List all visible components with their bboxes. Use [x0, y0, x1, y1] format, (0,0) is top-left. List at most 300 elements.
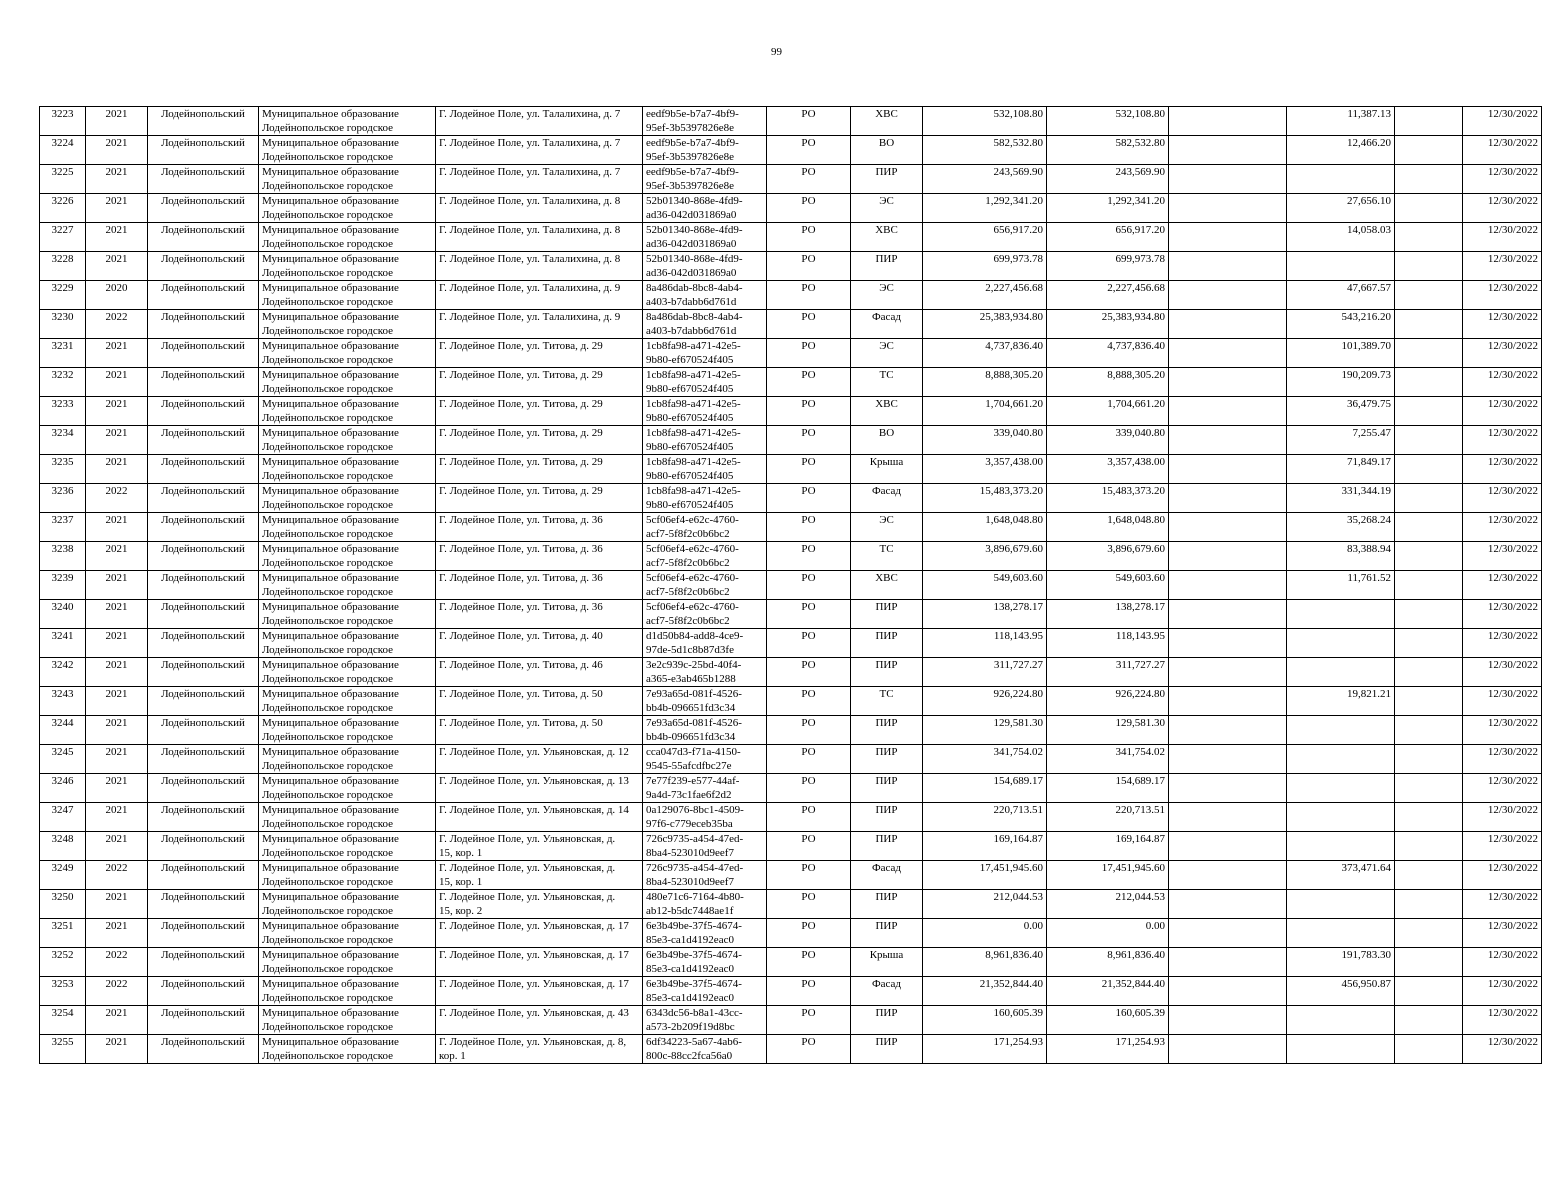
cell-blank	[1169, 281, 1287, 310]
cell-address-line: Г. Лодейное Поле, ул. Ульяновская, д. 12	[439, 746, 629, 758]
cell-work-type: ПИР	[851, 919, 923, 948]
cell-municipality-line: Лодейнопольское городское	[262, 267, 394, 279]
cell-cost: 15,483,373.20	[923, 484, 1047, 513]
cell-row-number: 3226	[40, 194, 86, 223]
cell-date: 12/30/2022	[1463, 194, 1542, 223]
cell-program-type: РО	[767, 542, 851, 571]
cell-address	[436, 832, 643, 861]
cell-program-type: РО	[767, 774, 851, 803]
cell-municipality	[259, 745, 436, 774]
cell-municipality-line: Лодейнопольское городское	[262, 412, 394, 424]
cell-house-id	[643, 397, 767, 426]
cell-work-type: ПИР	[851, 803, 923, 832]
cell-work-type: ХВС	[851, 223, 923, 252]
table-row	[40, 745, 1542, 774]
cell-address	[436, 368, 643, 397]
cell-cost-total: 8,888,305.20	[1047, 368, 1169, 397]
cell-amount: 14,058.03	[1287, 223, 1395, 252]
cell-row-number: 3242	[40, 658, 86, 687]
cell-municipality-line: Лодейнопольское городское	[262, 702, 394, 714]
cell-address-line: Г. Лодейное Поле, ул. Ульяновская, д. 8,	[439, 1036, 627, 1048]
cell-house-id-line: 95ef-3b5397826e8e	[646, 151, 734, 163]
cell-address-line: Г. Лодейное Поле, ул. Талалихина, д. 9	[439, 311, 621, 323]
cell-year: 2022	[86, 948, 148, 977]
cell-house-id-line: 6e3b49be-37f5-4674-	[646, 949, 742, 961]
cell-row-number: 3254	[40, 1006, 86, 1035]
cell-municipality-line: Муниципальное образование	[262, 514, 399, 526]
table-row	[40, 484, 1542, 513]
table-row	[40, 948, 1542, 977]
cell-house-id	[643, 426, 767, 455]
cell-cost-total: 171,254.93	[1047, 1035, 1169, 1064]
cell-row-number: 3246	[40, 774, 86, 803]
cell-house-id	[643, 542, 767, 571]
cell-blank-2	[1395, 919, 1463, 948]
cell-municipality	[259, 571, 436, 600]
cell-address	[436, 455, 643, 484]
table-row	[40, 600, 1542, 629]
cell-municipality-line: Муниципальное образование	[262, 369, 399, 381]
cell-blank	[1169, 397, 1287, 426]
cell-blank-2	[1395, 1006, 1463, 1035]
table-row	[40, 252, 1542, 281]
cell-program-type: РО	[767, 890, 851, 919]
cell-address-line: Г. Лодейное Поле, ул. Ульяновская, д.	[439, 891, 616, 903]
cell-house-id-line: 5cf06ef4-e62c-4760-	[646, 601, 739, 613]
cell-house-id	[643, 861, 767, 890]
cell-house-id	[643, 223, 767, 252]
cell-cost-total: 1,292,341.20	[1047, 194, 1169, 223]
cell-program-type: РО	[767, 571, 851, 600]
cell-work-type: ПИР	[851, 658, 923, 687]
cell-district: Лодейнопольский	[148, 542, 259, 571]
cell-row-number: 3225	[40, 165, 86, 194]
cell-house-id-line: 52b01340-868e-4fd9-	[646, 253, 743, 265]
cell-house-id	[643, 716, 767, 745]
cell-district: Лодейнопольский	[148, 774, 259, 803]
cell-house-id-line: 85e3-ca1d4192eac0	[646, 963, 734, 975]
cell-blank	[1169, 513, 1287, 542]
cell-municipality	[259, 774, 436, 803]
cell-year: 2022	[86, 977, 148, 1006]
cell-district: Лодейнопольский	[148, 107, 259, 136]
cell-municipality-line: Лодейнопольское городское	[262, 789, 394, 801]
cell-blank	[1169, 832, 1287, 861]
cell-blank	[1169, 426, 1287, 455]
cell-row-number: 3251	[40, 919, 86, 948]
cell-address-line: Г. Лодейное Поле, ул. Талалихина, д. 7	[439, 166, 621, 178]
cell-blank-2	[1395, 194, 1463, 223]
cell-program-type: РО	[767, 832, 851, 861]
cell-house-id-line: acf7-5f8f2c0b6bc2	[646, 615, 730, 627]
cell-cost-total: 1,704,661.20	[1047, 397, 1169, 426]
cell-cost-total: 549,603.60	[1047, 571, 1169, 600]
cell-blank	[1169, 861, 1287, 890]
cell-address	[436, 629, 643, 658]
cell-cost: 4,737,836.40	[923, 339, 1047, 368]
cell-year: 2022	[86, 310, 148, 339]
cell-amount: 19,821.21	[1287, 687, 1395, 716]
cell-work-type: Крыша	[851, 948, 923, 977]
cell-program-type: РО	[767, 513, 851, 542]
cell-work-type: ЭС	[851, 513, 923, 542]
cell-cost: 311,727.27	[923, 658, 1047, 687]
cell-house-id-line: 8a486dab-8bc8-4ab4-	[646, 282, 743, 294]
cell-work-type: ХВС	[851, 107, 923, 136]
register-table	[39, 106, 1542, 1064]
cell-amount: 11,761.52	[1287, 571, 1395, 600]
cell-blank-2	[1395, 426, 1463, 455]
cell-cost-total: 15,483,373.20	[1047, 484, 1169, 513]
cell-address-line: Г. Лодейное Поле, ул. Титова, д. 50	[439, 717, 603, 729]
table-row	[40, 513, 1542, 542]
cell-cost: 138,278.17	[923, 600, 1047, 629]
cell-district: Лодейнопольский	[148, 455, 259, 484]
cell-program-type: РО	[767, 455, 851, 484]
cell-date: 12/30/2022	[1463, 136, 1542, 165]
cell-year: 2021	[86, 136, 148, 165]
cell-amount: 71,849.17	[1287, 455, 1395, 484]
cell-program-type: РО	[767, 194, 851, 223]
cell-municipality	[259, 339, 436, 368]
cell-amount	[1287, 658, 1395, 687]
table-row	[40, 658, 1542, 687]
cell-house-id-line: 97de-5d1c8b87d3fe	[646, 644, 734, 656]
cell-row-number: 3248	[40, 832, 86, 861]
cell-house-id	[643, 1006, 767, 1035]
cell-amount	[1287, 1035, 1395, 1064]
cell-year: 2021	[86, 252, 148, 281]
cell-date: 12/30/2022	[1463, 252, 1542, 281]
cell-date: 12/30/2022	[1463, 339, 1542, 368]
cell-house-id-line: 8ba4-523010d9eef7	[646, 847, 734, 859]
cell-district: Лодейнопольский	[148, 426, 259, 455]
cell-amount: 27,656.10	[1287, 194, 1395, 223]
table-row	[40, 687, 1542, 716]
cell-address	[436, 977, 643, 1006]
cell-blank-2	[1395, 571, 1463, 600]
cell-municipality-line: Муниципальное образование	[262, 311, 399, 323]
cell-cost: 0.00	[923, 919, 1047, 948]
cell-work-type: Фасад	[851, 977, 923, 1006]
cell-address-line: Г. Лодейное Поле, ул. Ульяновская, д.	[439, 833, 616, 845]
cell-blank	[1169, 629, 1287, 658]
table-row	[40, 919, 1542, 948]
table-row	[40, 1035, 1542, 1064]
cell-cost-total: 8,961,836.40	[1047, 948, 1169, 977]
cell-work-type: Фасад	[851, 310, 923, 339]
cell-cost: 171,254.93	[923, 1035, 1047, 1064]
cell-date: 12/30/2022	[1463, 281, 1542, 310]
cell-house-id-line: 5cf06ef4-e62c-4760-	[646, 572, 739, 584]
cell-house-id-line: 97f6-c779eceb35ba	[646, 818, 733, 830]
cell-row-number: 3227	[40, 223, 86, 252]
cell-address	[436, 1035, 643, 1064]
cell-year: 2021	[86, 687, 148, 716]
cell-address	[436, 310, 643, 339]
cell-row-number: 3241	[40, 629, 86, 658]
cell-year: 2021	[86, 339, 148, 368]
cell-amount: 190,209.73	[1287, 368, 1395, 397]
cell-house-id-line: 9b80-ef670524f405	[646, 354, 734, 366]
cell-blank-2	[1395, 948, 1463, 977]
cell-blank-2	[1395, 455, 1463, 484]
cell-house-id	[643, 107, 767, 136]
cell-blank-2	[1395, 716, 1463, 745]
cell-municipality-line: Муниципальное образование	[262, 775, 399, 787]
cell-house-id	[643, 919, 767, 948]
cell-address-line: Г. Лодейное Поле, ул. Ульяновская, д. 13	[439, 775, 629, 787]
table-row	[40, 716, 1542, 745]
cell-cost-total: 4,737,836.40	[1047, 339, 1169, 368]
cell-amount	[1287, 252, 1395, 281]
cell-district: Лодейнопольский	[148, 368, 259, 397]
cell-date: 12/30/2022	[1463, 484, 1542, 513]
cell-year: 2021	[86, 890, 148, 919]
cell-house-id-line: 9b80-ef670524f405	[646, 441, 734, 453]
cell-work-type: Фасад	[851, 484, 923, 513]
table-row	[40, 861, 1542, 890]
cell-cost-total: 243,569.90	[1047, 165, 1169, 194]
cell-district: Лодейнопольский	[148, 165, 259, 194]
cell-date: 12/30/2022	[1463, 1006, 1542, 1035]
cell-blank-2	[1395, 165, 1463, 194]
cell-district: Лодейнопольский	[148, 281, 259, 310]
cell-address	[436, 397, 643, 426]
cell-address	[436, 339, 643, 368]
cell-year: 2021	[86, 513, 148, 542]
cell-district: Лодейнопольский	[148, 252, 259, 281]
cell-municipality	[259, 397, 436, 426]
cell-address-line: Г. Лодейное Поле, ул. Ульяновская, д. 17	[439, 949, 629, 961]
cell-cost: 3,357,438.00	[923, 455, 1047, 484]
cell-district: Лодейнопольский	[148, 977, 259, 1006]
cell-program-type: РО	[767, 658, 851, 687]
cell-address	[436, 919, 643, 948]
cell-year: 2022	[86, 484, 148, 513]
table-row	[40, 368, 1542, 397]
cell-address	[436, 716, 643, 745]
cell-house-id-line: ad36-042d031869a0	[646, 238, 737, 250]
cell-municipality-line: Муниципальное образование	[262, 659, 399, 671]
cell-work-type: ВО	[851, 136, 923, 165]
cell-blank	[1169, 1035, 1287, 1064]
cell-municipality-line: Лодейнопольское городское	[262, 325, 394, 337]
cell-address	[436, 600, 643, 629]
cell-blank-2	[1395, 1035, 1463, 1064]
cell-cost: 129,581.30	[923, 716, 1047, 745]
cell-work-type: ХВС	[851, 397, 923, 426]
cell-cost: 220,713.51	[923, 803, 1047, 832]
cell-blank-2	[1395, 281, 1463, 310]
table-row	[40, 165, 1542, 194]
cell-blank-2	[1395, 774, 1463, 803]
cell-work-type: ТС	[851, 542, 923, 571]
cell-row-number: 3249	[40, 861, 86, 890]
cell-house-id-line: 1cb8fa98-a471-42e5-	[646, 340, 741, 352]
cell-house-id-line: 9a4d-73c1fae6f2d2	[646, 789, 732, 801]
cell-house-id	[643, 281, 767, 310]
cell-year: 2021	[86, 426, 148, 455]
cell-house-id	[643, 252, 767, 281]
cell-year: 2021	[86, 658, 148, 687]
cell-house-id-line: 726c9735-a454-47ed-	[646, 833, 744, 845]
cell-district: Лодейнопольский	[148, 397, 259, 426]
cell-house-id-line: bb4b-096651fd3c34	[646, 731, 736, 743]
cell-address	[436, 223, 643, 252]
cell-municipality-line: Муниципальное образование	[262, 340, 399, 352]
cell-cost: 1,704,661.20	[923, 397, 1047, 426]
cell-house-id	[643, 455, 767, 484]
table-row	[40, 281, 1542, 310]
cell-municipality-line: Лодейнопольское городское	[262, 760, 394, 772]
cell-municipality-line: Муниципальное образование	[262, 543, 399, 555]
cell-blank-2	[1395, 339, 1463, 368]
cell-program-type: РО	[767, 716, 851, 745]
cell-district: Лодейнопольский	[148, 919, 259, 948]
cell-work-type: ПИР	[851, 252, 923, 281]
cell-municipality-line: Муниципальное образование	[262, 862, 399, 874]
cell-cost-total: 1,648,048.80	[1047, 513, 1169, 542]
cell-blank-2	[1395, 890, 1463, 919]
cell-house-id-line: 85e3-ca1d4192eac0	[646, 992, 734, 1004]
cell-municipality	[259, 368, 436, 397]
cell-row-number: 3224	[40, 136, 86, 165]
cell-cost-total: 154,689.17	[1047, 774, 1169, 803]
cell-blank	[1169, 310, 1287, 339]
cell-date: 12/30/2022	[1463, 455, 1542, 484]
cell-blank-2	[1395, 368, 1463, 397]
cell-address	[436, 745, 643, 774]
cell-date: 12/30/2022	[1463, 716, 1542, 745]
cell-work-type: ХВС	[851, 571, 923, 600]
cell-work-type: ПИР	[851, 716, 923, 745]
cell-date: 12/30/2022	[1463, 426, 1542, 455]
cell-cost-total: 220,713.51	[1047, 803, 1169, 832]
cell-blank	[1169, 948, 1287, 977]
cell-house-id	[643, 484, 767, 513]
cell-year: 2021	[86, 745, 148, 774]
cell-address-line: Г. Лодейное Поле, ул. Ульяновская, д. 17	[439, 978, 629, 990]
cell-year: 2021	[86, 397, 148, 426]
cell-municipality-line: Муниципальное образование	[262, 485, 399, 497]
cell-year: 2021	[86, 919, 148, 948]
cell-row-number: 3252	[40, 948, 86, 977]
cell-year: 2021	[86, 107, 148, 136]
cell-district: Лодейнопольский	[148, 1006, 259, 1035]
cell-cost-total: 532,108.80	[1047, 107, 1169, 136]
cell-municipality-line: Муниципальное образование	[262, 601, 399, 613]
cell-municipality	[259, 1035, 436, 1064]
cell-cost: 582,532.80	[923, 136, 1047, 165]
cell-blank	[1169, 455, 1287, 484]
cell-blank-2	[1395, 658, 1463, 687]
cell-blank	[1169, 803, 1287, 832]
cell-work-type: ПИР	[851, 600, 923, 629]
cell-district: Лодейнопольский	[148, 687, 259, 716]
cell-amount: 11,387.13	[1287, 107, 1395, 136]
cell-municipality-line: Лодейнопольское городское	[262, 557, 394, 569]
cell-amount: 35,268.24	[1287, 513, 1395, 542]
cell-year: 2021	[86, 629, 148, 658]
cell-address-line: Г. Лодейное Поле, ул. Титова, д. 36	[439, 572, 603, 584]
cell-municipality-line: Муниципальное образование	[262, 688, 399, 700]
table-row	[40, 890, 1542, 919]
cell-house-id-line: 1cb8fa98-a471-42e5-	[646, 456, 741, 468]
cell-cost: 2,227,456.68	[923, 281, 1047, 310]
cell-work-type: ЭС	[851, 281, 923, 310]
cell-row-number: 3244	[40, 716, 86, 745]
cell-cost: 699,973.78	[923, 252, 1047, 281]
cell-row-number: 3228	[40, 252, 86, 281]
cell-year: 2021	[86, 803, 148, 832]
cell-cost-total: 0.00	[1047, 919, 1169, 948]
cell-municipality-line: Муниципальное образование	[262, 572, 399, 584]
cell-municipality-line: Муниципальное образование	[262, 456, 399, 468]
cell-address	[436, 165, 643, 194]
cell-municipality	[259, 948, 436, 977]
cell-cost: 549,603.60	[923, 571, 1047, 600]
cell-house-id	[643, 803, 767, 832]
cell-amount: 83,388.94	[1287, 542, 1395, 571]
cell-blank	[1169, 716, 1287, 745]
cell-year: 2021	[86, 368, 148, 397]
cell-blank-2	[1395, 861, 1463, 890]
cell-address-line: Г. Лодейное Поле, ул. Титова, д. 50	[439, 688, 603, 700]
cell-address	[436, 426, 643, 455]
cell-house-id-line: 5cf06ef4-e62c-4760-	[646, 543, 739, 555]
cell-year: 2021	[86, 774, 148, 803]
cell-year: 2021	[86, 223, 148, 252]
cell-amount: 456,950.87	[1287, 977, 1395, 1006]
cell-district: Лодейнопольский	[148, 310, 259, 339]
cell-municipality-line: Лодейнопольское городское	[262, 122, 394, 134]
table-row	[40, 107, 1542, 136]
cell-district: Лодейнопольский	[148, 571, 259, 600]
cell-cost-total: 25,383,934.80	[1047, 310, 1169, 339]
cell-municipality	[259, 600, 436, 629]
cell-work-type: ПИР	[851, 165, 923, 194]
cell-house-id-line: 85e3-ca1d4192eac0	[646, 934, 734, 946]
cell-year: 2021	[86, 1035, 148, 1064]
table-row	[40, 194, 1542, 223]
cell-municipality	[259, 658, 436, 687]
cell-address	[436, 774, 643, 803]
cell-row-number: 3247	[40, 803, 86, 832]
cell-address	[436, 803, 643, 832]
cell-house-id-line: eedf9b5e-b7a7-4bf9-	[646, 108, 739, 120]
cell-blank	[1169, 600, 1287, 629]
cell-municipality-line: Лодейнопольское городское	[262, 731, 394, 743]
cell-house-id-line: 8ba4-523010d9eef7	[646, 876, 734, 888]
cell-cost: 656,917.20	[923, 223, 1047, 252]
cell-cost-total: 129,581.30	[1047, 716, 1169, 745]
cell-program-type: РО	[767, 977, 851, 1006]
cell-district: Лодейнопольский	[148, 223, 259, 252]
table-row	[40, 542, 1542, 571]
cell-address	[436, 513, 643, 542]
cell-amount: 331,344.19	[1287, 484, 1395, 513]
table-row	[40, 223, 1542, 252]
cell-municipality-line: Муниципальное образование	[262, 833, 399, 845]
cell-municipality	[259, 455, 436, 484]
cell-date: 12/30/2022	[1463, 890, 1542, 919]
cell-district: Лодейнопольский	[148, 339, 259, 368]
cell-year: 2021	[86, 600, 148, 629]
cell-date: 12/30/2022	[1463, 977, 1542, 1006]
cell-blank-2	[1395, 513, 1463, 542]
cell-date: 12/30/2022	[1463, 571, 1542, 600]
